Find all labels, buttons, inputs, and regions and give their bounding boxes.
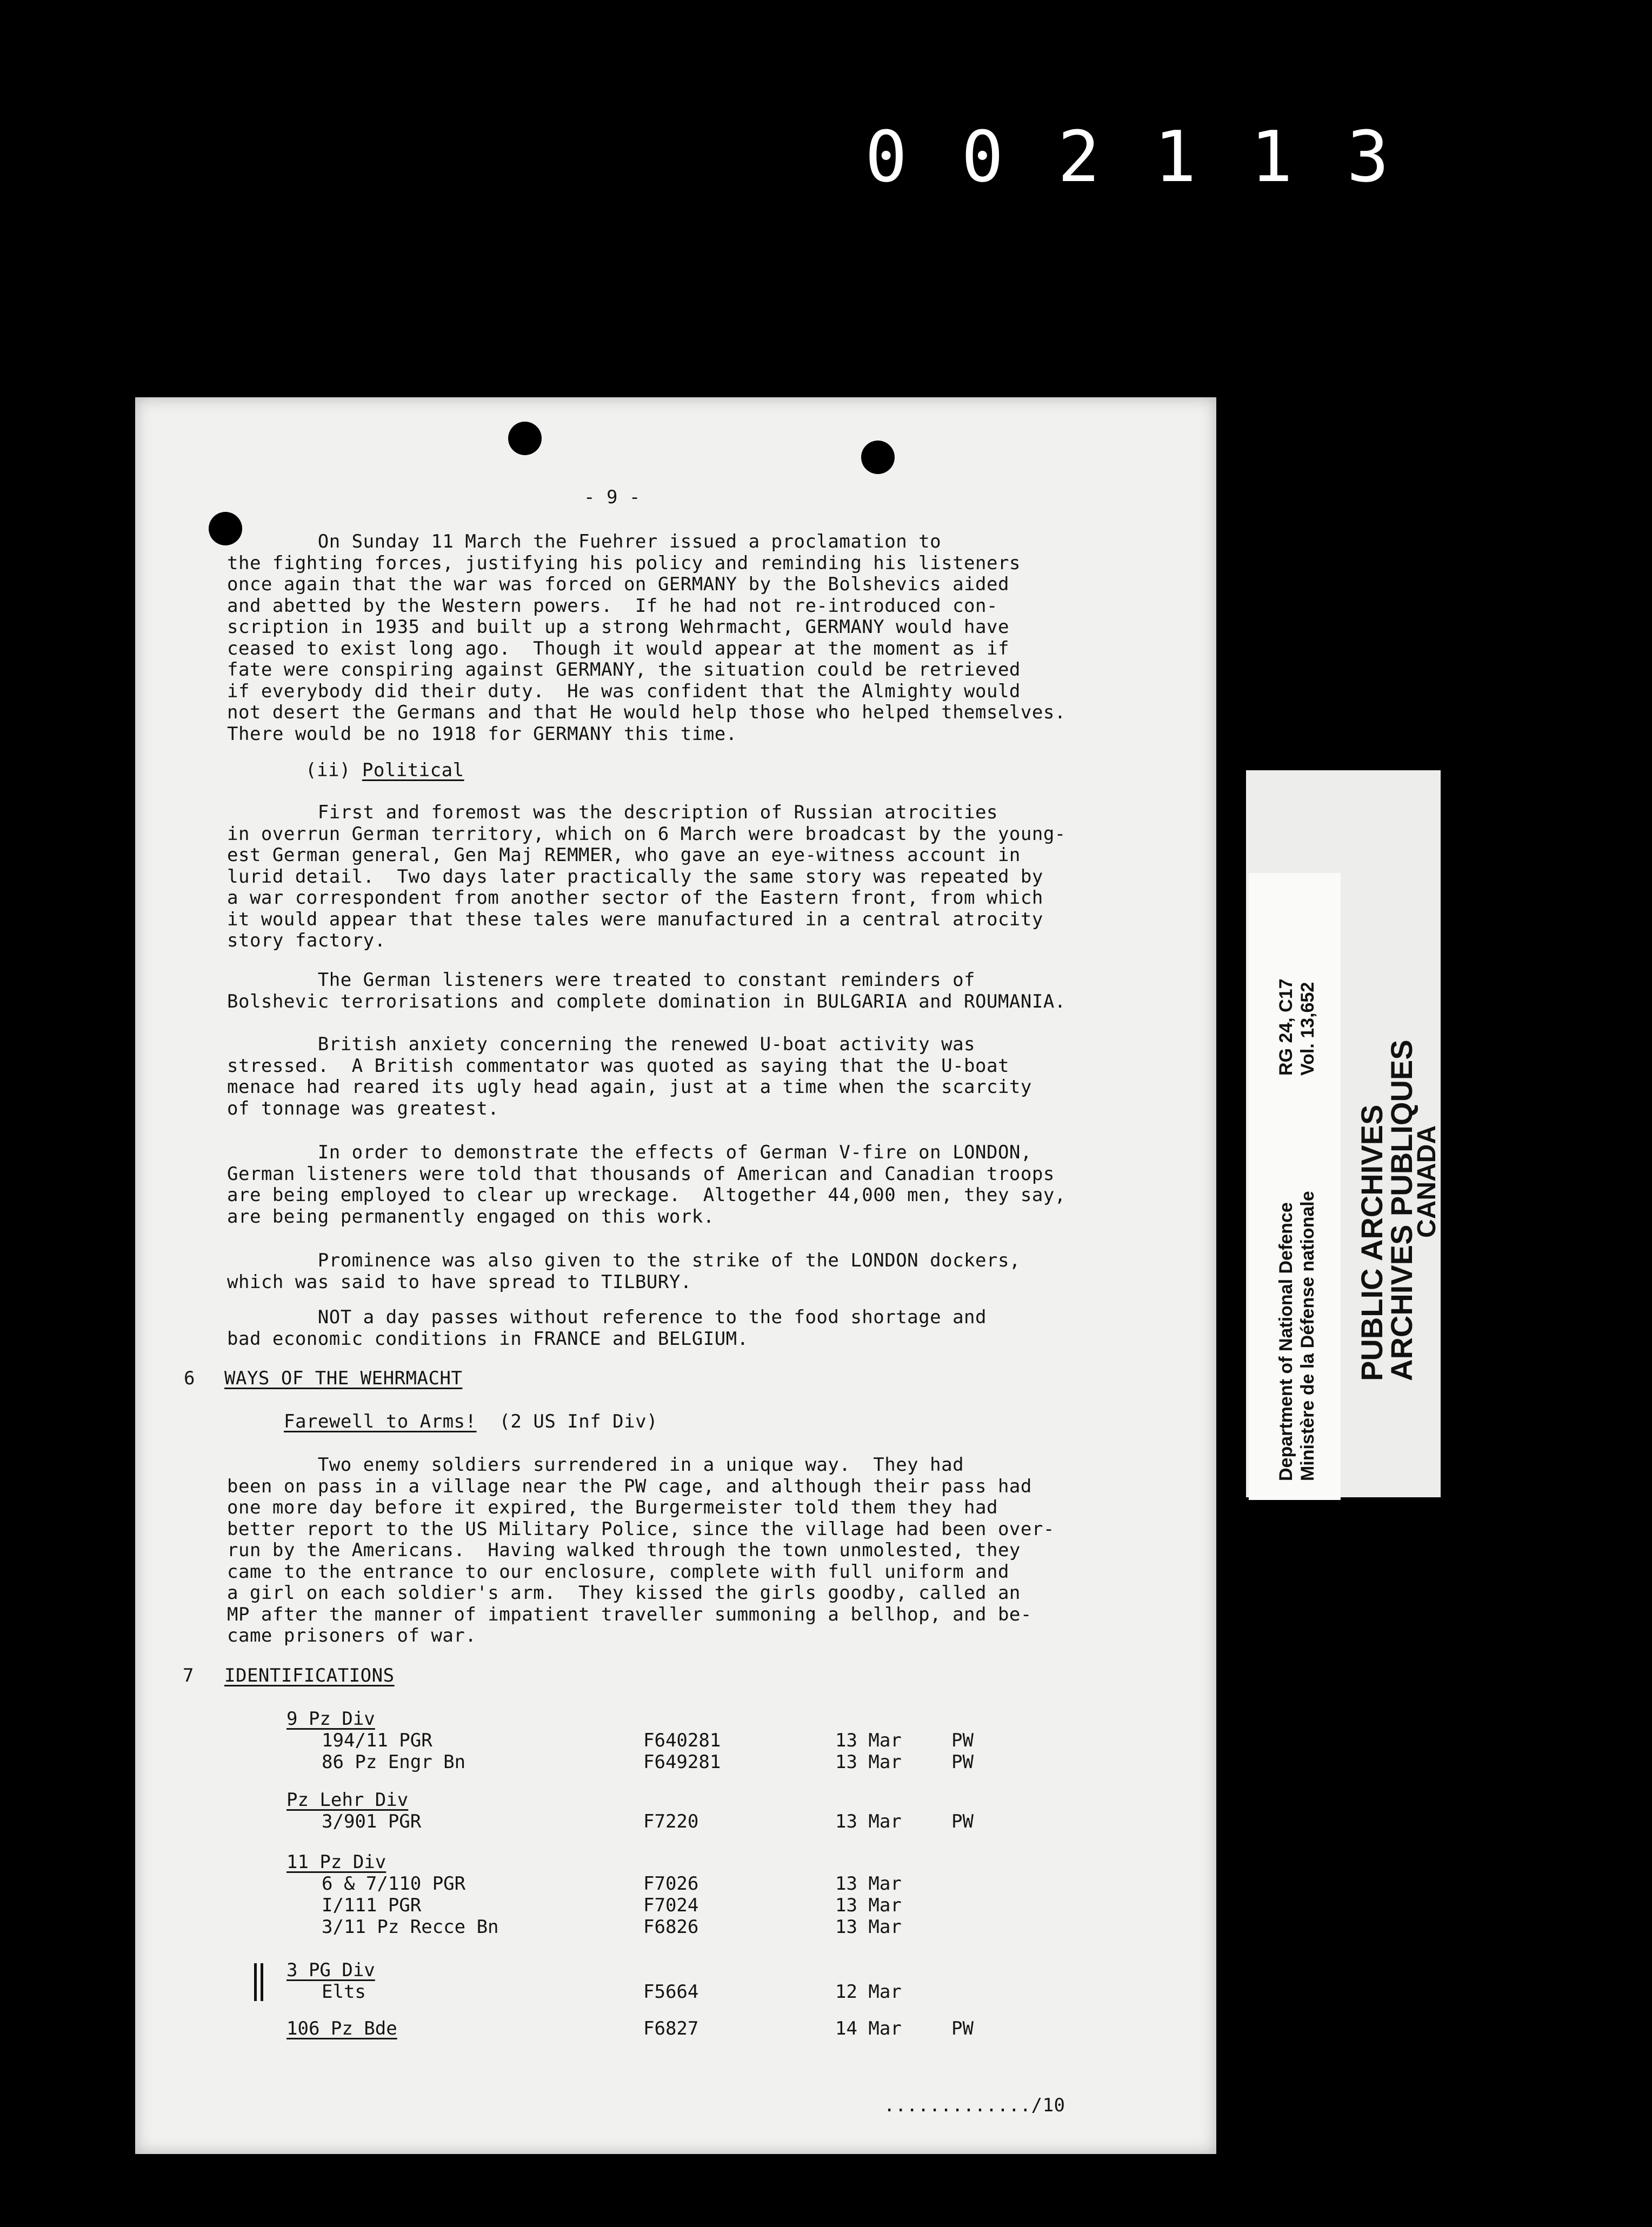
ident-date: 13 Mar	[835, 1730, 902, 1751]
text-line: which was said to have spread to TILBURY.	[227, 1271, 692, 1293]
text-line: story factory.	[227, 930, 386, 951]
text-line: better report to the US Military Police, since the village had been over-	[227, 1518, 1055, 1540]
text-line: are being employed to clear up wreckage. Altogether 44,000 men, they say,	[227, 1184, 1066, 1206]
text-line: Prominence was also given to the strike of the LONDON dockers,	[227, 1250, 1021, 1271]
ident-unit: 3/11 Pz Recce Bn	[322, 1916, 499, 1938]
text-line: a war correspondent from another sector of the Eastern front, from which	[227, 887, 1043, 909]
section-political-prefix: (ii)	[305, 759, 362, 781]
ident-reference: F6826	[643, 1916, 699, 1938]
ident-unit: 106 Pz Bde	[287, 2018, 397, 2039]
section-6-number: 6	[184, 1368, 195, 1389]
text-line: On Sunday 11 March the Fuehrer issued a proclamation to	[227, 531, 942, 552]
text-line: British anxiety concerning the renewed U-boat activity was	[227, 1034, 976, 1055]
continuation-marker: ............./10	[884, 2095, 1065, 2116]
text-line: Two enemy soldiers surrendered in a unique way. They had	[227, 1454, 964, 1476]
text-line: it would appear that these tales were manufactured in a central atrocity	[227, 908, 1043, 930]
punch-hole	[861, 441, 895, 474]
subsection-unit: (2 US Inf Div)	[476, 1411, 658, 1432]
text-line: are being permanently engaged on this work.	[227, 1205, 715, 1228]
margin-mark	[254, 1963, 257, 2001]
ident-status: PW	[951, 1730, 974, 1751]
ident-unit: 3/901 PGR	[322, 1811, 422, 1832]
ident-date: 13 Mar	[835, 1895, 902, 1916]
text-line: been on pass in a village near the PW cage, and although their pass had	[227, 1475, 1032, 1497]
text-line: est German general, Gen Maj REMMER, who gave an eye-witness account in	[227, 844, 1021, 866]
text-line: The German listeners were treated to constant reminders of	[227, 969, 976, 991]
text-line: German listeners were told that thousands of American and Canadian troops	[227, 1163, 1055, 1185]
ident-date: 13 Mar	[835, 1811, 902, 1832]
margin-mark	[261, 1963, 263, 2001]
text-line: one more day before it expired, the Burgermeister told them they had	[227, 1497, 998, 1518]
text-line: run by the Americans. Having walked through the town unmolested, they	[227, 1539, 1021, 1561]
section-political-heading	[305, 759, 464, 781]
ident-date: 14 Mar	[835, 2018, 902, 2039]
ident-unit: 194/11 PGR	[322, 1730, 432, 1751]
punch-hole	[508, 422, 542, 455]
ident-unit: 9 Pz Div	[287, 1708, 375, 1730]
text-line: Bolshevic terrorisations and complete domination in BULGARIA and ROUMANIA.	[227, 990, 1066, 1012]
ident-unit: I/111 PGR	[322, 1895, 422, 1916]
ident-unit: 11 Pz Div	[287, 1851, 387, 1873]
ident-status: PW	[951, 1811, 974, 1832]
text-line: came to the entrance to our enclosure, complete with full uniform and	[227, 1561, 1009, 1583]
ident-unit: 3 PG Div	[287, 1959, 375, 1981]
text-line: if everybody did their duty. He was confident that the Almighty would	[227, 680, 1021, 702]
text-line: once again that the war was forced on GERMANY by the Bolshevics aided	[227, 574, 1009, 595]
text-line: of tonnage was greatest.	[227, 1097, 499, 1119]
ident-reference: F7024	[643, 1895, 699, 1916]
label-reference-line2: Vol. 13,652	[1297, 982, 1318, 1076]
text-line: scription in 1935 and built up a strong Wehrmacht, GERMANY would have	[227, 616, 1009, 638]
ident-reference: F649281	[643, 1751, 721, 1773]
text-line: a girl on each soldier's arm. They kissed the girls goodby, called an	[227, 1582, 1021, 1604]
ident-reference: F7026	[643, 1873, 699, 1895]
ident-date: 13 Mar	[835, 1751, 902, 1773]
ident-date: 13 Mar	[835, 1916, 902, 1938]
subsection-title: Farewell to Arms!	[284, 1411, 477, 1432]
text-line: in overrun German territory, which on 6 March were broadcast by the young-	[227, 823, 1066, 845]
ident-status: PW	[951, 1751, 974, 1773]
text-line: ceased to exist long ago. Though it would appear at the moment as if	[227, 637, 1009, 659]
document-page	[135, 397, 1216, 2154]
ident-status: PW	[951, 2018, 974, 2039]
text-line: stressed. A British commentator was quoted as saying that the U-boat	[227, 1055, 1009, 1077]
text-line: menace had reared its ugly head again, just at a time when the scarcity	[227, 1076, 1032, 1098]
label-department-en: Department of National Defence	[1276, 1202, 1296, 1481]
text-line: came prisoners of war.	[227, 1625, 477, 1646]
frame-number: 002113	[865, 116, 1443, 198]
ident-unit: 6 & 7/110 PGR	[322, 1873, 466, 1895]
text-line: First and foremost was the description of Russian atrocities	[227, 802, 998, 823]
section-6-title: WAYS OF THE WEHRMACHT	[224, 1368, 463, 1389]
ident-unit: 86 Pz Engr Bn	[322, 1751, 466, 1773]
ident-unit: Pz Lehr Div	[287, 1789, 409, 1811]
label-department-fr: Ministère de la Défense nationale	[1297, 1191, 1318, 1481]
label-archives-en: PUBLIC ARCHIVES	[1355, 1104, 1389, 1381]
text-line: fate were conspiring against GERMANY, the situation could be retrieved	[227, 659, 1021, 681]
section-7-number: 7	[183, 1665, 194, 1686]
text-line: lurid detail. Two days later practically the same story was repeated by	[227, 865, 1043, 888]
text-line: MP after the manner of impatient traveller summoning a bellhop, and be-	[227, 1603, 1032, 1625]
text-line: the fighting forces, justifying his policy and reminding his listeners	[227, 552, 1021, 574]
ident-date: 13 Mar	[835, 1873, 902, 1895]
page-number: - 9 -	[584, 486, 641, 508]
ident-reference: F640281	[643, 1730, 721, 1751]
ident-reference: F7220	[643, 1811, 699, 1832]
ident-date: 12 Mar	[835, 1981, 902, 2003]
text-line: NOT a day passes without reference to the food shortage and	[227, 1306, 987, 1328]
label-country: CANADA	[1413, 1125, 1441, 1238]
subsection-heading	[284, 1411, 658, 1432]
section-political-title: Political	[362, 759, 464, 781]
ident-reference: F6827	[643, 2018, 699, 2039]
label-archives-fr: ARCHIVES PUBLIQUES	[1384, 1039, 1418, 1381]
text-line: In order to demonstrate the effects of German V-fire on LONDON,	[227, 1142, 1032, 1163]
text-line: not desert the Germans and that He would help those who helped themselves.	[227, 702, 1066, 723]
ident-unit: Elts	[322, 1981, 366, 2003]
section-7-title: IDENTIFICATIONS	[224, 1665, 395, 1686]
text-line: and abetted by the Western powers. If he had not re-introduced con-	[227, 595, 998, 617]
text-line: There would be no 1918 for GERMANY this time.	[227, 723, 737, 745]
label-reference-line1: RG 24, C17	[1276, 978, 1296, 1076]
text-line: bad economic conditions in FRANCE and BELGIUM.	[227, 1328, 749, 1350]
ident-reference: F5664	[643, 1981, 699, 2003]
